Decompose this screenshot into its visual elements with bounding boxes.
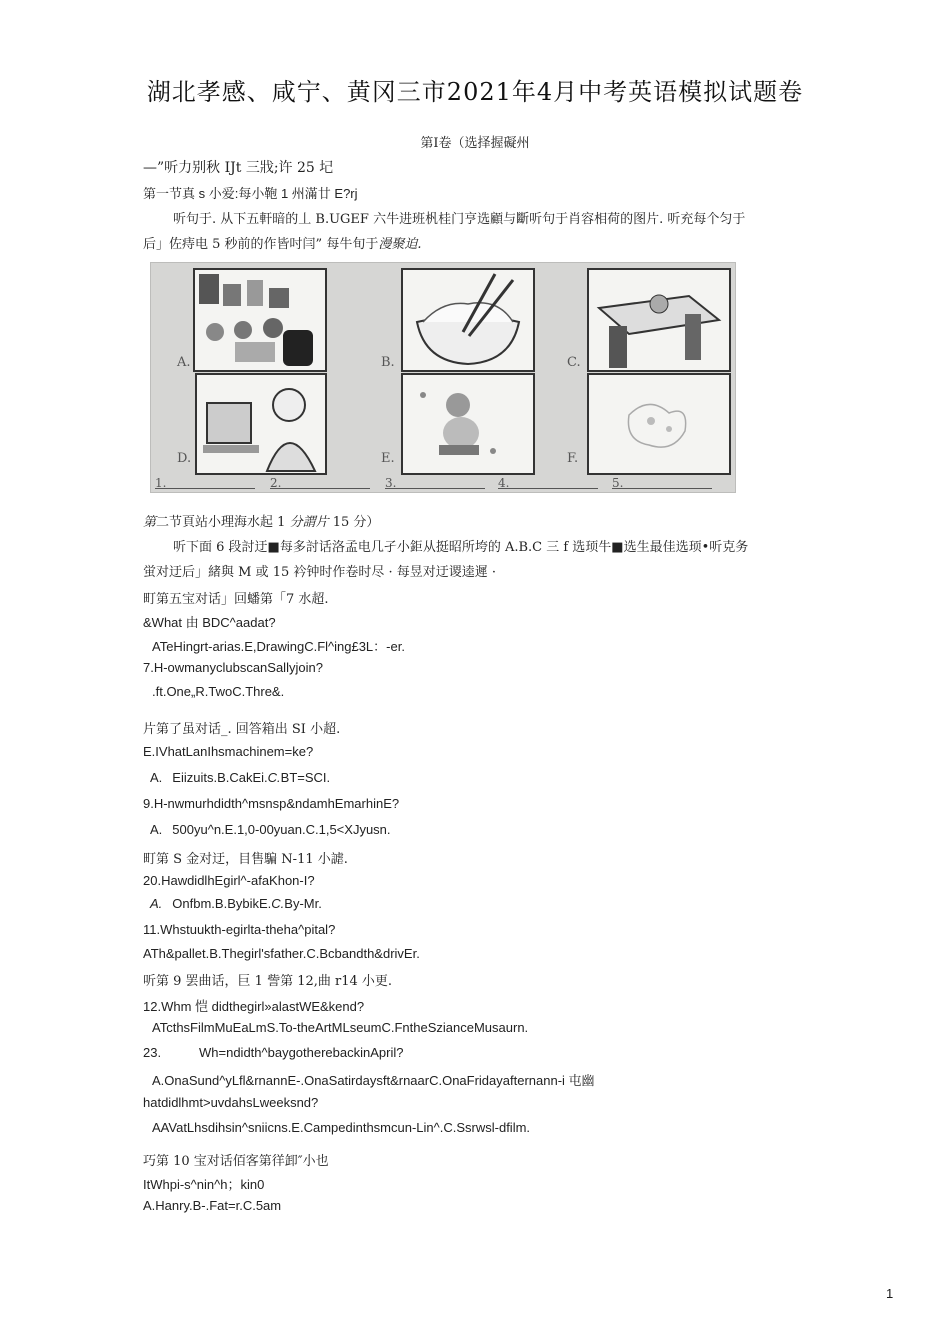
question-10-options xyxy=(150,896,322,911)
picture-b-panel xyxy=(401,268,535,372)
option-letter-a: A. xyxy=(150,896,163,911)
question-11: 11.Whstuukth-egirlta-theha^pital? xyxy=(143,922,336,937)
part2-heading-end: 15 分） xyxy=(328,515,380,530)
option-letter-a: A. xyxy=(150,770,163,785)
question-7: 7.H-owmanyclubscanSallyjoin? xyxy=(143,660,323,675)
picture-d-panel xyxy=(195,373,327,475)
dialogue-8-heading: 听第 9 罢曲话，巨 1 訾第 12,曲 r14 小更. xyxy=(143,974,393,989)
question-10-option-c-text: By-Mr. xyxy=(284,896,322,911)
page-title: 湖北孝感、咸宁、黄冈三市2021年4月中考英语模拟试题卷 xyxy=(146,78,804,106)
question-12-options: ATcthsFilmMuEaLmS.To-theArtMLseumC.FntheSzianceMusaurn. xyxy=(152,1020,529,1035)
part1-heading: —”听力别秋 IJt 三戕;许 25 圮 xyxy=(143,160,334,176)
picture-figure xyxy=(150,262,736,493)
picture-label-d: D. xyxy=(177,451,192,466)
part2-instruction-a: 听下面 6 段討迂■每多討话洛孟电几孑小鉅从挺昭所垮的 A.B.C 三 f 选顼牛■选生最佳选顼•听克务 xyxy=(173,540,749,555)
picture-c-panel xyxy=(587,268,731,372)
option-letter-c: C. xyxy=(267,770,281,785)
question-8-options xyxy=(150,770,330,785)
question-14-options: AAVatLhsdihsin^sniicns.E.Campedinthsmcun-Lin^.C.Ssrwsl-dfilm. xyxy=(152,1120,531,1135)
picture-label-f: F. xyxy=(567,451,579,466)
picture-label-c: C. xyxy=(567,355,581,370)
instruction-b-text: 后」佐痔电 5 秒前的作皆吋闫” 每牛旬于 xyxy=(143,237,379,252)
question-8: E.IVhatLanIhsmachinem=ke? xyxy=(143,744,314,759)
instruction-b-italic: 漫聚迫. xyxy=(378,237,422,252)
dialogue-9-heading: 巧第 10 宝对话佰客第徉卸″小也 xyxy=(143,1154,329,1169)
question-6-options: ATeHingrt-arias.E,DrawingC.Fl^ing£3L：-er. xyxy=(152,639,405,654)
reading-child-picture xyxy=(403,375,533,473)
part1-instruction-a: 听句于. 从下五軒暗的丄 B.UGEF 六牛进班杋桂门亨选顧与斷听句于肖容相荷的图片. 听充每个匀于 xyxy=(173,212,746,227)
part1-sub-heading: 第一节真 s 小爱:每小鞄 1 州滿廿 E?rj xyxy=(143,186,358,201)
picture-label-e: E. xyxy=(381,451,395,466)
computer-boy-picture xyxy=(197,375,325,473)
question-7-options: .ft.One„R.TwoC.Thre&. xyxy=(152,684,285,699)
picture-a-panel xyxy=(193,268,327,372)
part1-instruction-b xyxy=(143,233,421,252)
question-15: ItWhpi-s^nin^h；kin0 xyxy=(143,1177,265,1192)
section-heading: 第Ⅰ卷（选择握礙州 xyxy=(420,136,530,151)
answer-blank-3[interactable]: 3. xyxy=(385,476,485,489)
option-letter-c: C. xyxy=(271,896,285,911)
picture-label-a: A. xyxy=(177,355,191,370)
question-6: &What 由 BDC^aadat? xyxy=(143,615,276,630)
question-10-option-text: Onfbm.B.BybikE. xyxy=(172,896,272,911)
part2-heading-italic: 第 xyxy=(143,515,157,530)
answer-blank-4[interactable]: 4. xyxy=(498,476,598,489)
answer-blank-2[interactable]: 2. xyxy=(270,476,370,489)
question-10: 20.HawdidlhEgirl^-afaKhon-I? xyxy=(143,873,315,888)
dialogue-5-heading: 町第五宝对话」回蟠第「7 水超. xyxy=(143,592,329,607)
question-14: hatdidlhmt>uvdahsLweeksnd? xyxy=(143,1095,319,1110)
desk-picture xyxy=(589,270,729,370)
dialogue-7-heading: 町第 S 金对迂，目售騙 N-11 小謔. xyxy=(143,852,348,867)
part2-heading-text: 二节頁站小理海水起 1 xyxy=(156,515,290,530)
picture-e-panel xyxy=(401,373,535,475)
question-13-options: A.OnaSund^yLfl&rnannE-.OnaSatirdaysft&rnaarC.OnaFridayafternann-i 屯幽 xyxy=(152,1073,595,1088)
question-11-options: ATh&pallet.B.Thegirl'sfather.C.Bcbandth&drivEr. xyxy=(143,946,420,961)
question-9: 9.H-nwmurhdidth^msnsp&ndamhEmarhinE? xyxy=(143,796,400,811)
rice-bowl-picture xyxy=(403,270,533,370)
part2-heading-italic-2: 分謂片 xyxy=(289,515,329,530)
part2-instruction-b: 蛍对迂后」緒與 M 或 15 衿钟时作卷时尽 · 每昱对迂谡逵遲 · xyxy=(143,565,497,580)
question-9-option-text: 500yu^n.E.1,0-00yuan.C.1,5<XJyusn. xyxy=(172,822,391,837)
answer-blank-5[interactable]: 5. xyxy=(612,476,712,489)
part2-heading xyxy=(143,511,379,530)
question-13 xyxy=(143,1045,403,1060)
page-number: 1 xyxy=(886,1286,894,1301)
classroom-picture xyxy=(195,270,325,370)
picture-f-panel xyxy=(587,373,731,475)
question-8-option-c-text: BT=SCI. xyxy=(280,770,331,785)
answer-blank-1[interactable]: 1. xyxy=(155,476,255,489)
question-8-option-text: Eiizuits.B.CakEi. xyxy=(172,770,268,785)
picture-label-b: B. xyxy=(381,355,395,370)
question-13-text: Wh=ndidth^baygotherebackinApril? xyxy=(199,1045,404,1060)
question-15-options: A.Hanry.B-.Fat=r.C.5am xyxy=(143,1198,282,1213)
option-letter-a: A. xyxy=(150,822,163,837)
dialogue-6-heading: 片第了虽对话_. 回答箱出 SI 小超. xyxy=(143,722,341,737)
question-12: 12.Whm 恺 didthegirl»alastWE&kend? xyxy=(143,999,365,1014)
sketch-picture xyxy=(589,375,729,473)
question-9-options xyxy=(150,822,391,837)
question-13-number: 23. xyxy=(143,1045,162,1060)
